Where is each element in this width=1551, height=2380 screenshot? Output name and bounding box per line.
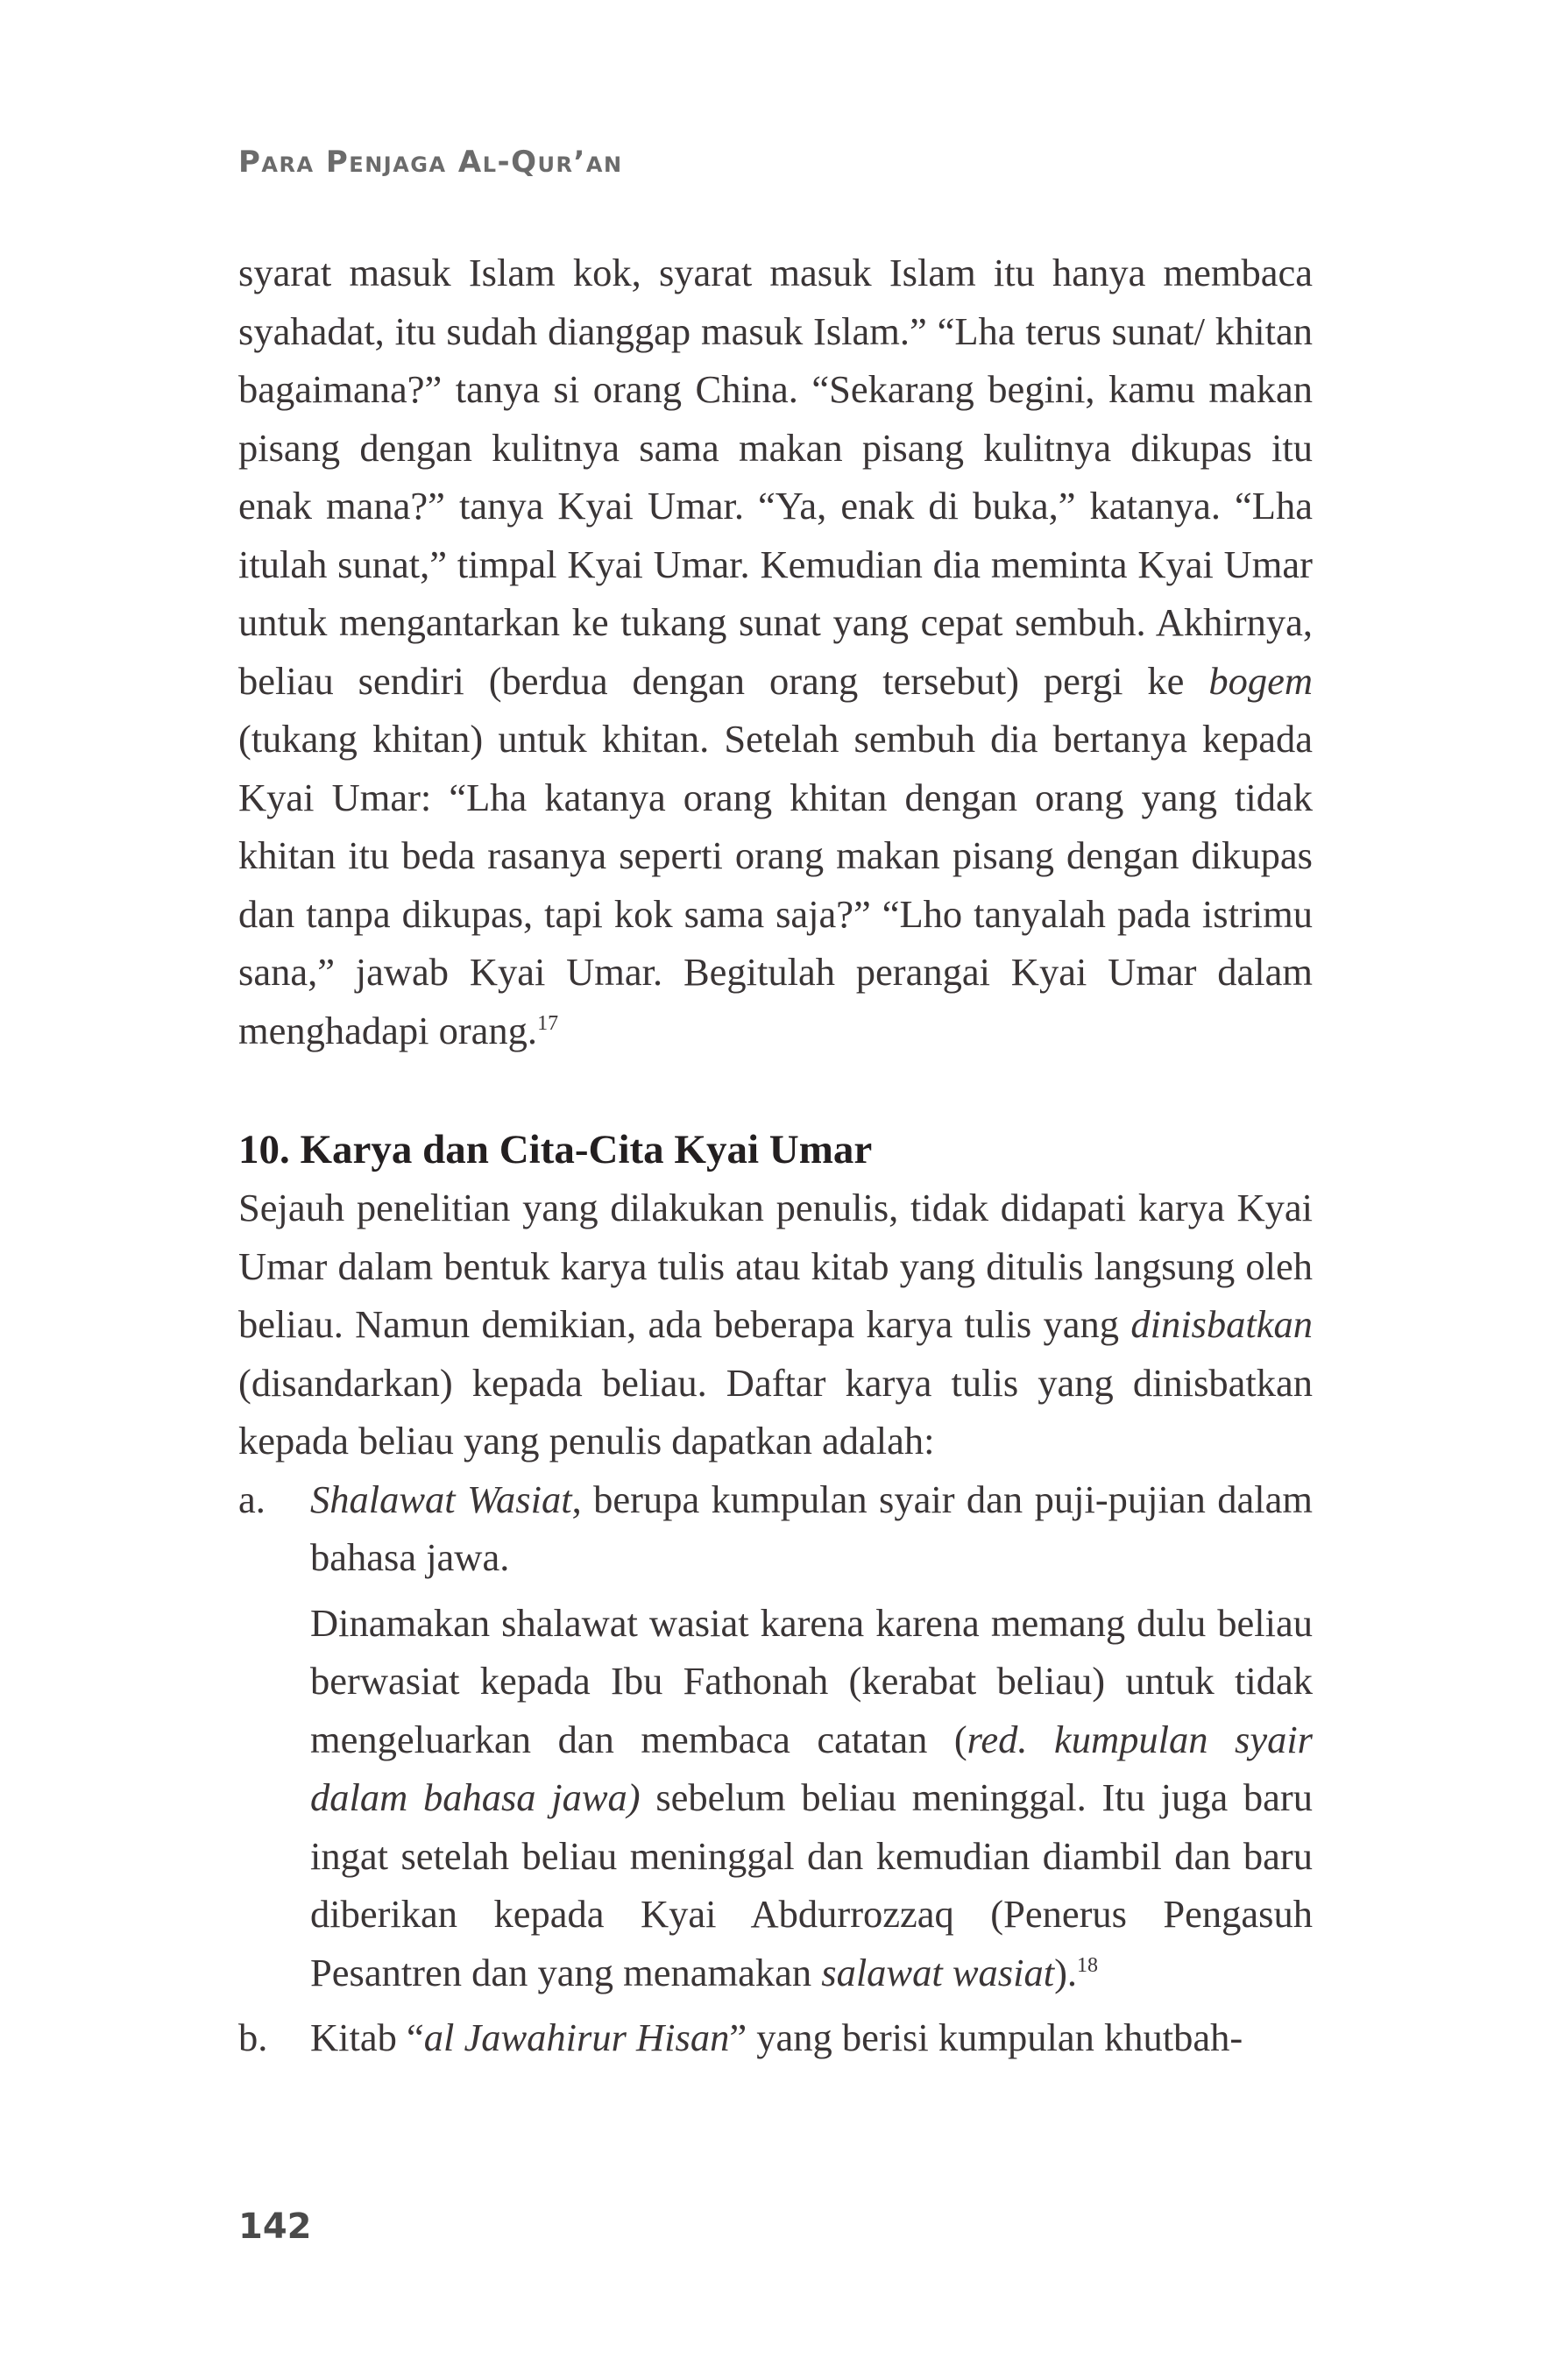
- footnote-ref: 17: [537, 1011, 559, 1035]
- detail-text-end: ).: [1054, 1950, 1078, 1994]
- running-header: Para Penjaga Al-Qur’an: [238, 145, 623, 180]
- work-description: ” yang berisi kumpulan khutbah-: [729, 2015, 1243, 2059]
- italic-term: bogem: [1208, 658, 1313, 703]
- list-item-b: [238, 2008, 1313, 2067]
- italic-note: red. kumpulan syair dalam bahasa jawa): [310, 1717, 1314, 1819]
- work-title: al Jawahirur Hisan: [423, 2015, 730, 2059]
- intro-text-continued: (disandarkan) kepada beliau. Daftar karya tulis yang dinisbatkan kepada beliau yang penulis dapatkan adalah:: [238, 1360, 1313, 1463]
- footnote-ref: 18: [1077, 1953, 1099, 1977]
- paragraph-story: [238, 244, 1313, 1059]
- detail-text-continued: sebelum beliau meninggal. Itu juga baru ingat setelah beliau meninggal dan kemudian diambil dan baru diberikan kepada Kyai Abdurrozzaq (Penerus Pengasuh Pesantren dan yang menamakan: [310, 1775, 1313, 1994]
- section-intro: [238, 1179, 1313, 1470]
- work-title: Shalawat Wasiat: [310, 1477, 572, 1521]
- paragraph-text-continued: (tukang khitan) untuk khitan. Setelah sembuh dia bertanya kepada Kyai Umar: “Lha katanya orang khitan dengan orang yang tidak khitan itu beda rasanya seperti orang makan pisang dengan dikupas dan tanpa dikupas, tapi kok sama saja?” “Lho tanyalah pada istrimu sana,” jawab Kyai Umar. Begitulah perangai Kyai Umar dalam menghadapi orang.: [238, 717, 1313, 1052]
- page-number: 142: [238, 2206, 312, 2247]
- list-item-a: [238, 1470, 1313, 2002]
- paragraph-text: syarat masuk Islam kok, syarat masuk Islam itu hanya membaca syahadat, itu sudah dianggap masuk Islam.” “Lha terus sunat/ khitan bagaimana?” tanya si orang China. “Sekarang begini, kamu makan pisang dengan kulitnya sama makan pisang kulitnya dikupas itu enak mana?” tanya Kyai Umar. “Ya, enak di buka,” katanya. “Lha itulah sunat,” timpal Kyai Umar. Kemudian dia meminta Kyai Umar untuk mengantarkan ke tukang sunat yang cepat sembuh. Akhirnya, beliau sendiri (berdua dengan orang tersebut) pergi ke: [238, 251, 1313, 703]
- work-prefix: Kitab “: [310, 2015, 424, 2059]
- detail-text: Dinamakan shalawat wasiat karena karena memang dulu beliau berwasiat kepada Ibu Fathonah (kerabat beliau) untuk tidak mengeluarkan dan membaca catatan (: [310, 1600, 1313, 1761]
- intro-text: Sejauh penelitian yang dilakukan penulis, tidak didapati karya Kyai Umar dalam bentuk karya tulis atau kitab yang ditulis langsung oleh beliau. Namun demikian, ada beberapa karya tulis yang: [238, 1186, 1313, 1346]
- body-text: [238, 244, 1313, 2067]
- work-description: , berupa kumpulan syair dan puji-pujian dalam bahasa jawa.: [310, 1477, 1314, 1579]
- list-item-detail: [310, 1594, 1313, 2002]
- italic-term: dinisbatkan: [1130, 1302, 1313, 1346]
- section-heading: 10. Karya dan Cita-Cita Kyai Umar: [238, 1127, 873, 1172]
- works-list: [238, 1470, 1313, 2067]
- list-item-title: [310, 2008, 1313, 2067]
- list-marker: a.: [238, 1477, 266, 1521]
- italic-term: salawat wasiat: [821, 1950, 1055, 1994]
- list-item-title: [310, 1470, 1313, 1587]
- list-marker: b.: [238, 2015, 268, 2059]
